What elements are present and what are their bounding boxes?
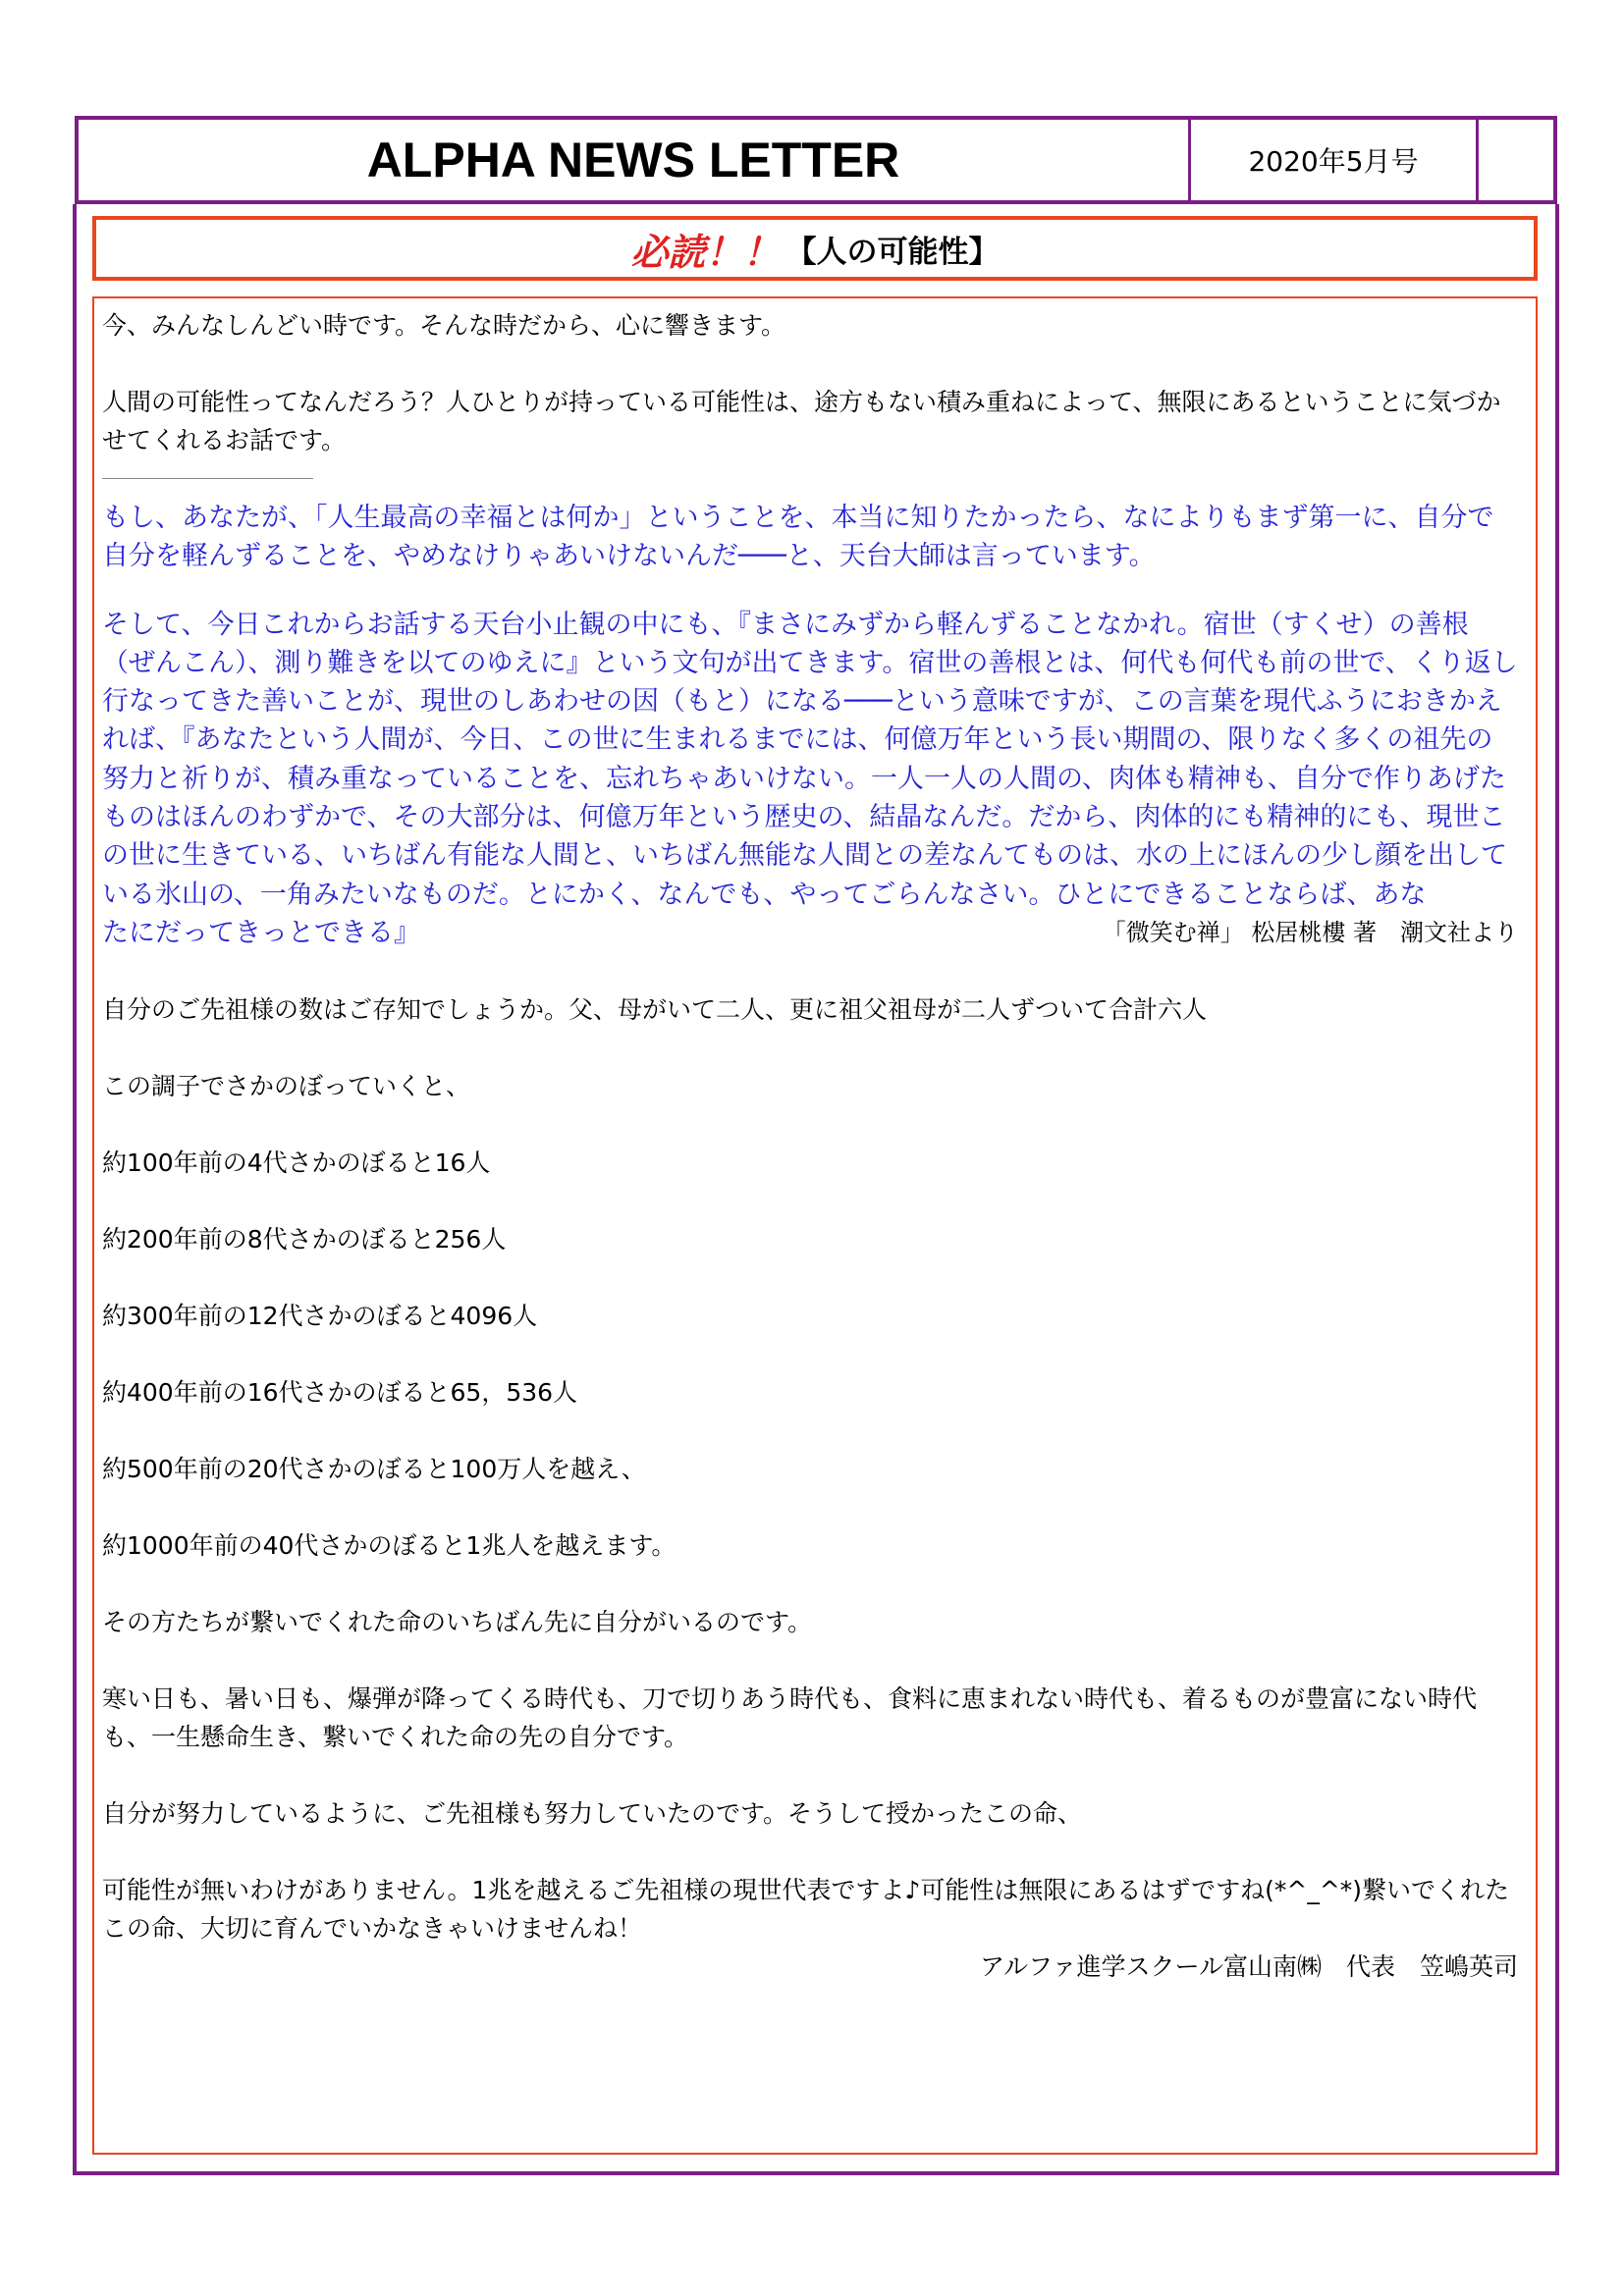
newsletter-title: ALPHA NEWS LETTER (79, 120, 1191, 200)
generation-line-400: 約400年前の16代さかのぼると65，536人 (102, 1378, 578, 1408)
closing-paragraph: 可能性が無いわけがありません。1兆を越えるご先祖様の現世代表ですよ♪可能性は無限にあるはずですね(*^_^*)繋いでくれたこの命、大切に育んでいかなきゃいけませんね！ (102, 1876, 1510, 1944)
effort-paragraph: 自分が努力しているように、ご先祖様も努力していたのです。そうして授かったこの命、 (102, 1799, 1083, 1829)
divider (102, 478, 313, 479)
article-body (92, 296, 1538, 2155)
generation-line-100: 約100年前の4代さかのぼると16人 (102, 1148, 491, 1178)
quote-source: 「微笑む禅」 松居桃樓 著 潮文社より (1102, 918, 1518, 946)
intro-paragraph-2: 人間の可能性ってなんだろう？人ひとりが持っている可能性は、途方もない積み重ねによって、無限にあるということに気づかせてくれるお話です。 (102, 388, 1501, 454)
quote-paragraph-1: もし、あなたが、「人生最高の幸福とは何か」ということを、本当に知りたかったら、なによりもまず第一に、自分で自分を軽んずることを、やめなけりゃあいけないんだ───と、天台大師は言っています。 (102, 503, 1494, 572)
generation-line-500: 約500年前の20代さかのぼると100万人を越え、 (102, 1455, 646, 1484)
generation-line-1000: 約1000年前の40代さかのぼると1兆人を越えます。 (102, 1531, 677, 1561)
quote-paragraph-2: そして、今日これからお話する天台小止観の中にも、『まさにみずから軽んずることなかれ。宿世（すくせ）の善根（ぜんこん）、測り難きを以てのゆえに』という文句が出てきます。宿世の善根とは、何代も何代も前の世で、くり返し行なってきた善いことが、現世のしあわせの因（もと）になる───という意味ですが、この言葉を現代ふうにおきかえれば、『あなたという人間が、今日、この世に生まれるまでには、何億万年という長い期間の、限りなく多くの祖先の努力と祈りが、積み重なっていることを、忘れちゃあいけない。一人一人の人間の、肉体も精神も、自分で作りあげたものはほんのわずかで、その大部分は、何億万年という歴史の、結晶なんだ。だから、肉体的にも精神的にも、現世この世に生きている、いちばん有能な人間と、いちばん無能な人間との差なんてものは、水の上にほんの少し顔を出している氷山の、一角みたいなものだ。とにかく、なんでも、やってごらんなさい。ひとにできることならば、あな (102, 609, 1518, 910)
signature: アルファ進学スクール富山南㈱ 代表 笠嶋英司 (979, 1952, 1518, 1982)
generation-line-200: 約200年前の8代さかのぼると256人 (102, 1225, 507, 1255)
ancestors-paragraph: 自分のご先祖様の数はご存知でしょうか。父、母がいて二人、更に祖父祖母が二人ずついて合計六人 (102, 995, 1208, 1025)
eras-paragraph: 寒い日も、暑い日も、爆弾が降ってくる時代も、刀で切りあう時代も、食料に恵まれない時代も、着るものが豊富にない時代も、一生懸命生き、繋いでくれた命の先の自分です。 (102, 1684, 1478, 1752)
article-banner (92, 216, 1538, 281)
intro-paragraph: 今、みんなしんどい時です。そんな時だから、心に響きます。 (102, 311, 786, 340)
header-empty-cell (1479, 120, 1553, 200)
quote-paragraph-2-end: たにだってきっとできる』 (102, 917, 420, 948)
newsletter-header (75, 116, 1557, 204)
generation-line-300: 約300年前の12代さかのぼると4096人 (102, 1302, 538, 1331)
article-topic: 【人の可能性】 (785, 234, 1000, 270)
must-read-label: 必読！！ (630, 230, 781, 274)
issue-date: 2020年5月号 (1191, 120, 1479, 200)
continue-paragraph: この調子でさかのぼっていくと、 (102, 1072, 471, 1101)
life-paragraph: その方たちが繋いでくれた命のいちばん先に自分がいるのです。 (102, 1608, 813, 1637)
